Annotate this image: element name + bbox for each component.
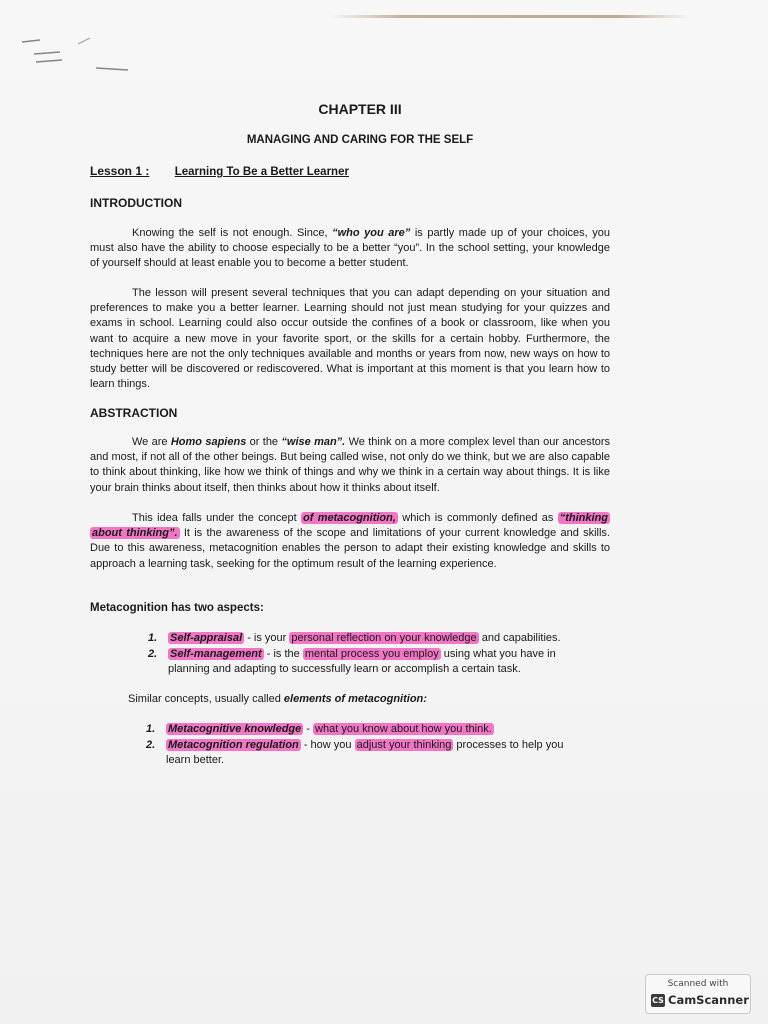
text-run: We think on a more complex level than our ancestors and most, if not all of the other beings. But being called wise, not only do we think, but we are also capable to think about thinking, like how we think of things and why we think in a certain way about things. It is like your brain thinks about itself, then thinks about how it thinks about itself. — [90, 436, 611, 494]
emphasis-wise-man: “wise man”. — [281, 436, 346, 448]
camscanner-logo-icon: CS — [652, 996, 664, 1005]
text-run: We are — [132, 436, 171, 448]
text-run: It is the awareness of the scope and limitations of your current knowledge and skills. Due to this awareness, metacognition enables the person to adapt their existing knowledge and skills to approach a learning task, seeking for the optimum result of the learning experience. — [90, 527, 610, 570]
text-run: This idea falls under the concept — [132, 512, 301, 524]
text-run: - — [303, 723, 314, 735]
highlight-self-management: Self-management — [170, 648, 262, 660]
text-run: or the — [246, 436, 282, 448]
highlight-metacognition-regulation: Metacognition regulation — [168, 739, 299, 751]
abstraction-paragraph-1 — [90, 435, 610, 496]
text-run: and capabilities. — [478, 632, 561, 644]
watermark-brand: CamScanner — [668, 993, 749, 1007]
highlight-what-you-know: what you know about how you think. — [315, 723, 492, 735]
chapter-subtitle: MANAGING AND CARING FOR THE SELF — [246, 134, 474, 146]
introduction-paragraph-2: The lesson will present several techniques that you can adapt depending on your situation and preferences to make you a better learner. Learning should not just mean studying for your quizzes and exams in school. Learning could also occur outside the confines of a book or classroom, like when you want to acquire a new move in your favorite sport, or the skills for a certain hobby. Furthermore, the techniques here are not the only techniques available and months or years from now, new ways on how to study better will be discovered or rediscovered. What is important at this moment is that you learn how to learn things. — [90, 287, 610, 391]
list-item — [146, 738, 590, 768]
lesson-heading — [90, 164, 349, 178]
introduction-paragraph-1 — [90, 226, 610, 272]
aspects-heading: Metacognition has two aspects: — [90, 602, 264, 614]
lesson-title: Learning To Be a Better Learner — [174, 166, 349, 178]
text-run: which is commonly defined as — [397, 512, 558, 524]
list-item — [148, 631, 588, 646]
text-run: processes to help you learn better. — [166, 739, 564, 767]
lesson-label: Lesson 1 : — [90, 164, 150, 178]
watermark-caption: Scanned with — [667, 979, 729, 989]
paper-edge-line — [330, 15, 690, 18]
highlight-metacognitive-knowledge: Metacognitive knowledge — [168, 723, 302, 735]
introduction-heading: INTRODUCTION — [90, 196, 182, 210]
list-item — [148, 647, 588, 677]
highlight-adjust-your-thinking: adjust your thinking — [356, 739, 452, 751]
list-number: 1. — [146, 723, 156, 735]
highlight-personal-reflection: personal reflection on your knowledge — [291, 632, 477, 644]
emphasis-who-you-are: “who you are” — [332, 227, 411, 239]
text-run: using what you have in planning and adapting to successfully learn or accomplish a certain task. — [168, 648, 556, 676]
list-number: 2. — [148, 648, 158, 660]
chapter-title: CHAPTER III — [318, 101, 402, 117]
text-run: - how you — [300, 739, 355, 751]
highlight-self-appraisal: Self-appraisal — [170, 632, 243, 644]
text-run: is partly made up of your choices, you must also have the ability to choose especially to be a better “you”. In the school setting, your knowledge of yourself should at least enable you to become a better student. — [90, 227, 610, 270]
elements-lead — [128, 692, 588, 707]
text-run: - is your — [244, 632, 290, 644]
highlight-thinking-about-thinking: “thinking about thinking”. — [92, 512, 609, 540]
list-number: 1. — [148, 632, 158, 644]
pen-mark-scribble — [20, 20, 140, 80]
text-run: Knowing the self is not enough. Since, — [132, 227, 333, 239]
abstraction-paragraph-2 — [90, 511, 610, 572]
text-run: - is the — [263, 648, 303, 660]
abstraction-heading: ABSTRACTION — [90, 406, 178, 420]
highlight-mental-process: mental process you employ — [304, 648, 439, 660]
highlight-of-metacognition: of metacognition, — [303, 512, 396, 524]
list-number: 2. — [146, 739, 156, 751]
camscanner-watermark — [645, 974, 751, 1014]
text-run: Similar concepts, usually called — [128, 693, 284, 705]
list-item — [146, 722, 590, 737]
emphasis-homo-sapiens: Homo sapiens — [170, 436, 247, 448]
emphasis-elements-of-metacognition: elements of metacognition: — [283, 693, 427, 705]
